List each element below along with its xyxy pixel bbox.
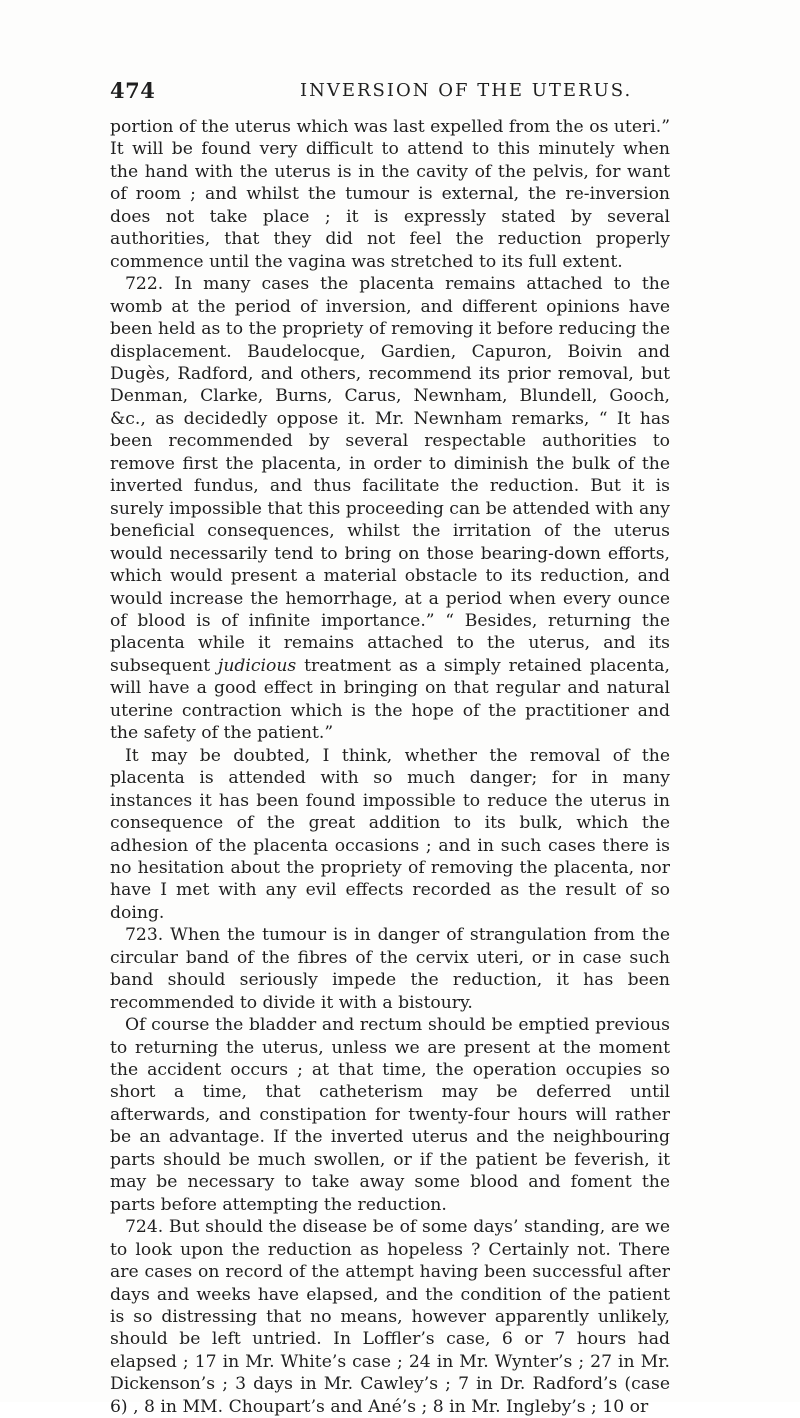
- paragraph-722-text: 722. In many cases the placenta remains attached to the womb at the period of inversion, and different opinions have been held as to the propriety of removing it before reducing the displacement. Baudelocque, Gardien, Capuron, Boivin and Dugès, Radford, and others, recommend its prior removal, but Denman, Clarke, Burns, Carus, Newnham, Blundell, Gooch, &c., as decidedly oppose it. Mr. Newnham remarks, “ It has been recommended by several respectable authorities to remove first the placenta, in order to diminish the bulk of the inverted fundus, and thus facilitate the reduction. But it is surely impossible that this proceeding can be attended with any beneficial consequences, whilst the irritation of the uterus would necessarily tend to bring on those bearing-down efforts, which would present a material obstacle to its reduction, and would increase the hemorrhage, at a period when every ounce of blood is of infinite importance.” “ Besides, returning the placenta while it remains attached to the uterus, and its subsequent: [110, 274, 670, 676]
- paragraph-723: 723. When the tumour is in danger of strangulation from the circular band of the fibres of the cervix uteri, or in case such band should seriously impede the reduction, it has been recommended to divide it with a bistoury.: [110, 925, 670, 1013]
- paragraph-continuation: portion of the uterus which was last expelled from the os uteri.” It will be found very difficult to attend to this minutely when the hand with the uterus is in the cavity of the pelvis, for want of room ; and whilst the tumour is external, the re-inversion does not take place ; it is expressly stated by several authorities, that they did not feel the reduction properly commence until the vagina was stretched to its full extent.: [110, 117, 670, 272]
- running-head: INVERSION OF THE UTERUS.: [300, 80, 633, 101]
- emphasis-judicious: judicious: [217, 655, 297, 676]
- paragraph-placenta-doubt: It may be doubted, I think, whether the removal of the placenta is attended with so much danger; for in many instances it has been found impossible to reduce the uterus in consequence of the great addition to its bulk, which the adhesion of the placenta occasions ; and in such cases there is no hesitation about the propriety of removing the placenta, nor have I met with any evil effects recorded as the result of so doing.: [110, 745, 670, 923]
- paragraph-bladder-rectum: Of course the bladder and rectum should be emptied previous to returning the uterus, unless we are present at the moment the accident occurs ; at that time, the operation occupies so short a time, that catheterism may be deferred until afterwards, and constipation for twenty-four hours will rather be an advantage. If the inverted uterus and the neighbouring parts should be much swollen, or if the patient be feverish, it may be necessary to take away some blood and foment the parts before attempting the reduction.: [110, 1015, 670, 1215]
- paragraph-724: 724. But should the disease be of some days’ standing, are we to look upon the reduction as hopeless ? Certainly not. There are cases on record of the attempt having been successful after days and weeks have elapsed, and the condition of the patient is so distressing that no means, however apparently unlikely, should be left untried. In Loffler’s case, 6 or 7 hours had elapsed ; 17 in Mr. White’s case ; 24 in Mr. Wynter’s ; 27 in Mr. Dickenson’s ; 3 days in Mr. Cawley’s ; 7 in Dr. Radford’s (case 6) , 8 in MM. Choupart’s and Ané’s ; 8 in Mr. Ingleby’s ; 10 or: [110, 1217, 670, 1417]
- page-header: [110, 78, 675, 108]
- paragraph-722: [110, 273, 670, 745]
- body-text: [110, 116, 670, 1418]
- paragraph-722-text-end: treatment as a simply retained placenta, will have a good effect in bringing on that regular and natural uterine contraction which is the hope of the practitioner and the safety of the patient.”: [110, 655, 671, 744]
- page-number: 474: [110, 78, 156, 103]
